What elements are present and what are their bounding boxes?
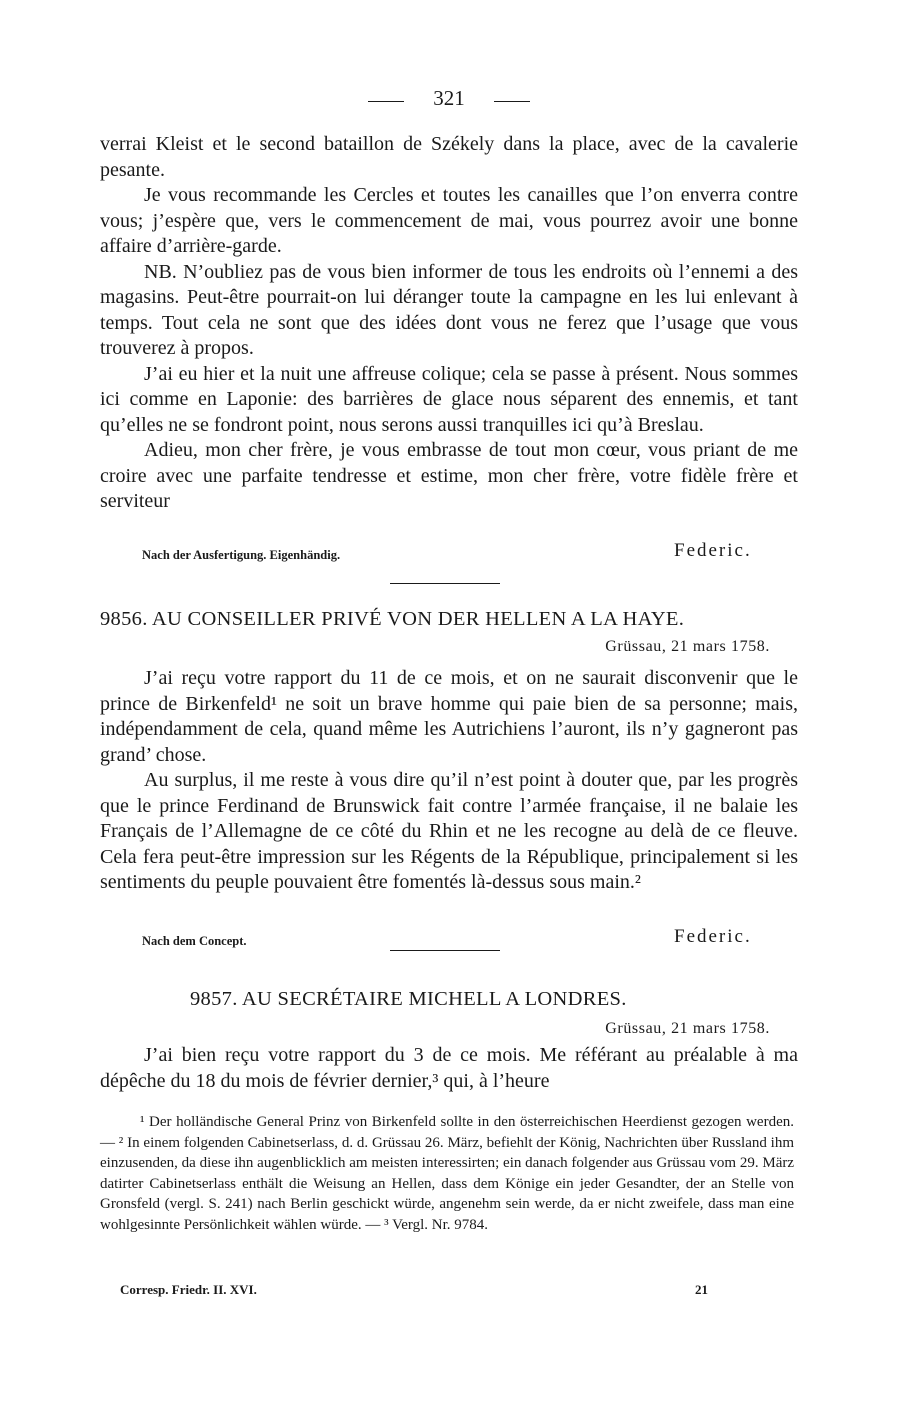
page-number: 321	[433, 86, 465, 110]
letter-body	[100, 666, 798, 896]
paragraph: Je vous recommande les Cercles et toutes les canailles que l’on enverra contre vous; j’espère que, vers le commencement de mai, vous pourrez avoir une bonne affaire d’arrière-garde.	[100, 184, 798, 257]
paragraph: NB. N’oubliez pas de vous bien informer de tous les endroits où l’ennemi a des magasins. Peut-être pourrait-on lui déranger toute la campagne en les lui enlevant à temps. Tout cela ne sont que des idées dont vous ne ferez que l’usage que vous trouverez à propos.	[100, 260, 798, 359]
footnotes	[100, 1112, 794, 1236]
letter-body	[100, 1043, 798, 1094]
page-header	[100, 86, 798, 116]
signature: Federic.	[674, 926, 752, 947]
paragraph: J’ai eu hier et la nuit une affreuse colique; cela se passe à présent. Nous sommes ici comme en Laponie: des barrières de glace nous séparent des ennemis, et tant qu’elles ne se fondront point, nous serons aussi tranquilles ici qu’à Breslau.	[100, 362, 798, 436]
letter-title: 9856. AU CONSEILLER PRIVÉ VON DER HELLEN A LA HAYE.	[100, 608, 685, 630]
paragraph: J’ai bien reçu votre rapport du 3 de ce mois. Me référant au préalable à ma dépêche du 18 du mois de février dernier,³ qui, à l’heure	[100, 1044, 798, 1092]
source-note: Nach dem Concept.	[142, 934, 247, 948]
place-date: Grüssau, 21 mars 1758.	[605, 638, 770, 655]
paragraph: verrai Kleist et le second bataillon de Székely dans la place, avec de la cavalerie pesante.	[100, 133, 798, 181]
header-rule-right	[494, 101, 530, 102]
paragraph: J’ai reçu votre rapport du 11 de ce mois, et on ne saurait disconvenir que le prince de Birkenfeld¹ ne soit un brave homme qui paie bien de sa personne; mais, indépendamment de cela, quand même les Autrichiens l’auront, ils n’y gagneront pas grand’ chose.	[100, 667, 798, 766]
source-note: Nach der Ausfertigung. Eigenhändig.	[142, 548, 341, 562]
signature: Federic.	[674, 540, 752, 561]
paragraph: Au surplus, il me reste à vous dire qu’il n’est point à douter que, par les progrès que le prince Ferdinand de Brunswick fait contre l’armée française, il ne balaie les Français de l’Allemagne de ce côté du Rhin et ne les recogne au delà de ce fleuve. Cela fera peut-être impression sur les Régents de la République, principalement si les sentiments du peuple pouvaient être fomentés là-dessus sous main.²	[100, 769, 798, 893]
place-date: Grüssau, 21 mars 1758.	[605, 1020, 770, 1037]
letter-continuation	[100, 132, 798, 515]
paragraph: Adieu, mon cher frère, je vous embrasse de tout mon cœur, vous priant de me croire avec une parfaite tendresse et estime, mon cher frère, votre fidèle frère et serviteur	[100, 439, 798, 512]
footnote: ¹ Der holländische General Prinz von Birkenfeld sollte in den österreichischen Heerdienst gezogen werden. — ² In einem folgenden Cabinetserlass, d. d. Grüssau 26. März, befiehlt der König, Nachrichten über Russland ihm einzusenden, da diese ihn augenblicklich am meisten interessirten; ein danach folgender aus Grüssau vom 29. März datirter Cabinetserlass enthält die Weisung an Hellen, dass dem Könige ein jeder Gesandter, der an Stelle von Gronsfeld (vergl. S. 241) nach Berlin geschickt würde, angenehm sein werde, da er nicht zweifele, dass man eine wohlgesinnte Persönlichkeit wählen würde. — ³ Vergl. Nr. 9784.	[100, 1114, 794, 1233]
signature-mark: 21	[695, 1282, 708, 1297]
footer-series: Corresp. Friedr. II. XVI.	[120, 1282, 257, 1297]
section-separator	[390, 583, 500, 584]
header-rule-left	[368, 101, 404, 102]
page-footer	[120, 1282, 794, 1298]
letter-title: 9857. AU SECRÉTAIRE MICHELL A LONDRES.	[190, 988, 627, 1010]
section-separator	[390, 950, 500, 951]
